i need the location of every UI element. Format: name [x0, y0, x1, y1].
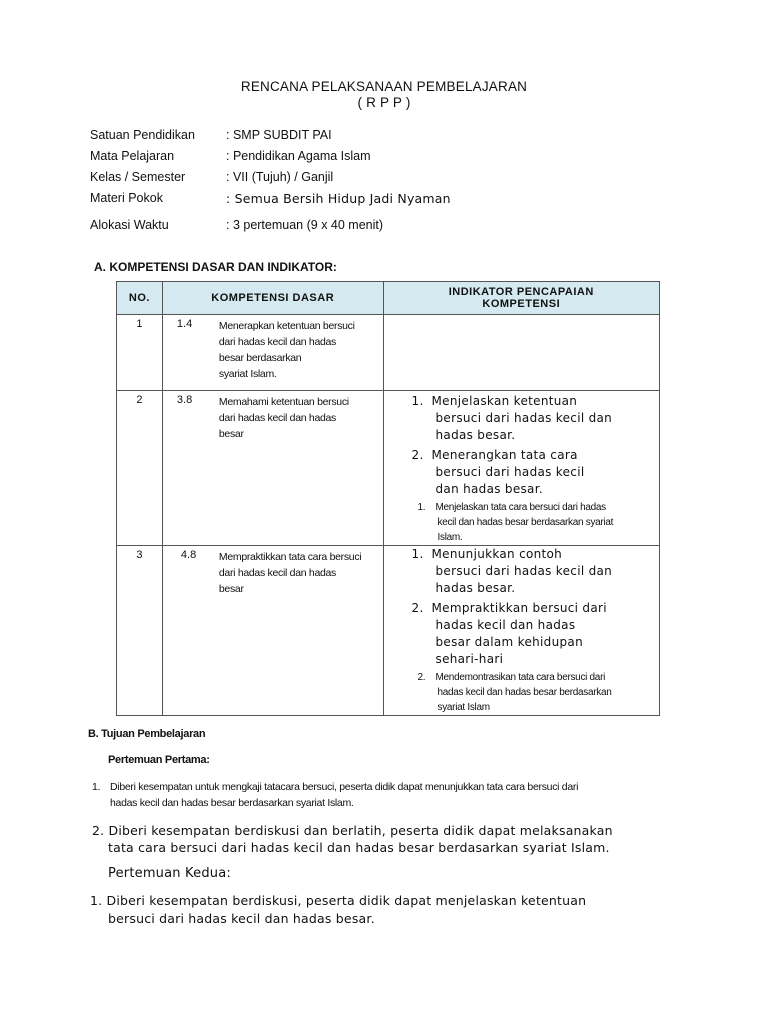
indicator-line: Islam.	[437, 532, 463, 543]
indicator-line: Menjelaskan ketentuan	[431, 394, 578, 408]
indicator-number: 1.	[411, 394, 424, 408]
kd-cell	[162, 315, 383, 391]
kd-cell	[162, 546, 383, 716]
indicator-line: bersuci dari hadas kecil dan	[435, 411, 613, 425]
indicator-line: besar dalam kehidupan	[435, 635, 583, 649]
table-row	[117, 391, 660, 546]
identity-label: Materi Pokok	[90, 191, 163, 205]
indicator-line: syariat Islam	[437, 702, 490, 713]
kd-line: syariat Islam.	[218, 368, 277, 380]
header-no: NO.	[117, 282, 163, 315]
kd-text	[219, 546, 383, 597]
identity-value: : VII (Tujuh) / Ganjil	[226, 170, 334, 184]
indicator-item	[384, 600, 659, 668]
objective-line: hadas kecil dan hadas besar berdasarkan syariat Islam.	[110, 797, 354, 809]
section-b-title: B. Tujuan Pembelajaran	[88, 728, 206, 740]
indicator-line: hadas kecil dan hadas besar berdasarkan	[437, 687, 612, 698]
identity-label: Alokasi Waktu	[90, 218, 169, 232]
indicator-line: dan hadas besar.	[435, 482, 543, 496]
header-indicator	[383, 282, 659, 315]
table-row	[117, 315, 660, 391]
kd-code: 3.8	[176, 394, 193, 406]
indicator-line: bersuci dari hadas kecil dan	[435, 564, 613, 578]
indicator-cell	[383, 546, 659, 716]
indicator-line: hadas besar.	[435, 428, 516, 442]
kd-line: Menerapkan ketentuan bersuci	[218, 320, 355, 332]
indicator-line: Menunjukkan contoh	[431, 547, 563, 561]
objective-line: 2. Diberi kesempatan berdiskusi dan berlatih, peserta didik dapat melaksanakan	[92, 823, 613, 838]
indicator-line: sehari-hari	[435, 652, 504, 666]
kd-line: Mempraktikkan tata cara bersuci	[218, 551, 362, 563]
identity-label: Mata Pelajaran	[90, 149, 175, 163]
header-indicator-line: INDIKATOR PENCAPAIAN	[448, 286, 594, 298]
kd-line: dari hadas kecil dan hadas	[218, 336, 337, 348]
section-a-title: A. KOMPETENSI DASAR DAN INDIKATOR:	[94, 260, 337, 274]
kd-text	[219, 315, 383, 382]
indicator-item	[384, 546, 659, 597]
kd-line: besar	[218, 583, 244, 595]
kd-line: dari hadas kecil dan hadas	[218, 412, 337, 424]
indicator-item	[384, 670, 659, 715]
indicator-line: Menerangkan tata cara	[431, 448, 578, 462]
indicator-item	[384, 393, 659, 444]
indicator-number: 1.	[411, 547, 424, 561]
indicator-line: bersuci dari hadas kecil	[435, 465, 585, 479]
indicator-cell	[383, 391, 659, 546]
table-header-row	[117, 282, 660, 315]
indicator-line: Menjelaskan tata cara bersuci dari hadas	[435, 502, 606, 513]
kd-code: 1.4	[176, 318, 193, 330]
row-number: 2	[117, 391, 163, 546]
header-indicator-line: KOMPETENSI	[482, 298, 561, 310]
objective-line: bersuci dari hadas kecil dan hadas besar.	[108, 911, 375, 926]
identity-value: : SMP SUBDIT PAI	[226, 128, 332, 142]
indicator-number: 2.	[417, 672, 426, 683]
document-title: RENCANA PELAKSANAAN PEMBELAJARAN	[240, 79, 528, 94]
identity-value: : Pendidikan Agama Islam	[226, 149, 371, 163]
identity-value: : Semua Bersih Hidup Jadi Nyaman	[226, 191, 451, 206]
objective-line: 1. Diberi kesempatan berdiskusi, peserta didik dapat menjelaskan ketentuan	[90, 893, 587, 908]
row-number: 3	[117, 546, 163, 716]
kd-text	[219, 391, 383, 442]
identity-value: : 3 pertemuan (9 x 40 menit)	[226, 218, 384, 232]
identity-label: Kelas / Semester	[90, 170, 186, 184]
table-row	[117, 546, 660, 716]
indicator-line: Mempraktikkan bersuci dari	[431, 601, 607, 615]
kd-line: dari hadas kecil dan hadas	[218, 567, 337, 579]
indicator-number: 1.	[417, 502, 426, 513]
identity-label: Satuan Pendidikan	[90, 128, 195, 142]
kd-cell	[162, 391, 383, 546]
objective-line: Diberi kesempatan untuk mengkaji tatacara bersuci, peserta didik dapat menunjukkan tata cara bersuci dari	[110, 781, 579, 793]
indicator-line: hadas besar.	[435, 581, 516, 595]
indicator-item	[384, 447, 659, 498]
indicator-number: 2.	[411, 448, 424, 462]
indicator-line: hadas kecil dan hadas	[435, 618, 576, 632]
indicator-cell	[383, 315, 659, 391]
kd-line: Memahami ketentuan bersuci	[218, 396, 349, 408]
kd-line: besar	[218, 428, 244, 440]
meeting-2-heading: Pertemuan Kedua:	[108, 866, 231, 881]
row-number: 1	[117, 315, 163, 391]
objective-number: 1.	[92, 781, 101, 793]
meeting-1-heading: Pertemuan Pertama:	[108, 754, 210, 766]
kd-line: besar berdasarkan	[218, 352, 302, 364]
indicator-item	[384, 500, 659, 545]
kd-code: 4.8	[180, 549, 197, 561]
header-kd: KOMPETENSI DASAR	[162, 282, 383, 315]
indicator-line: kecil dan hadas besar berdasarkan syariat	[437, 517, 614, 528]
competency-table	[116, 281, 660, 716]
indicator-line: Mendemontrasikan tata cara bersuci dari	[435, 672, 606, 683]
indicator-number: 2.	[411, 601, 424, 615]
document-subtitle: ( R P P )	[357, 95, 411, 110]
objective-line: tata cara bersuci dari hadas kecil dan hadas besar berdasarkan syariat Islam.	[108, 840, 610, 855]
